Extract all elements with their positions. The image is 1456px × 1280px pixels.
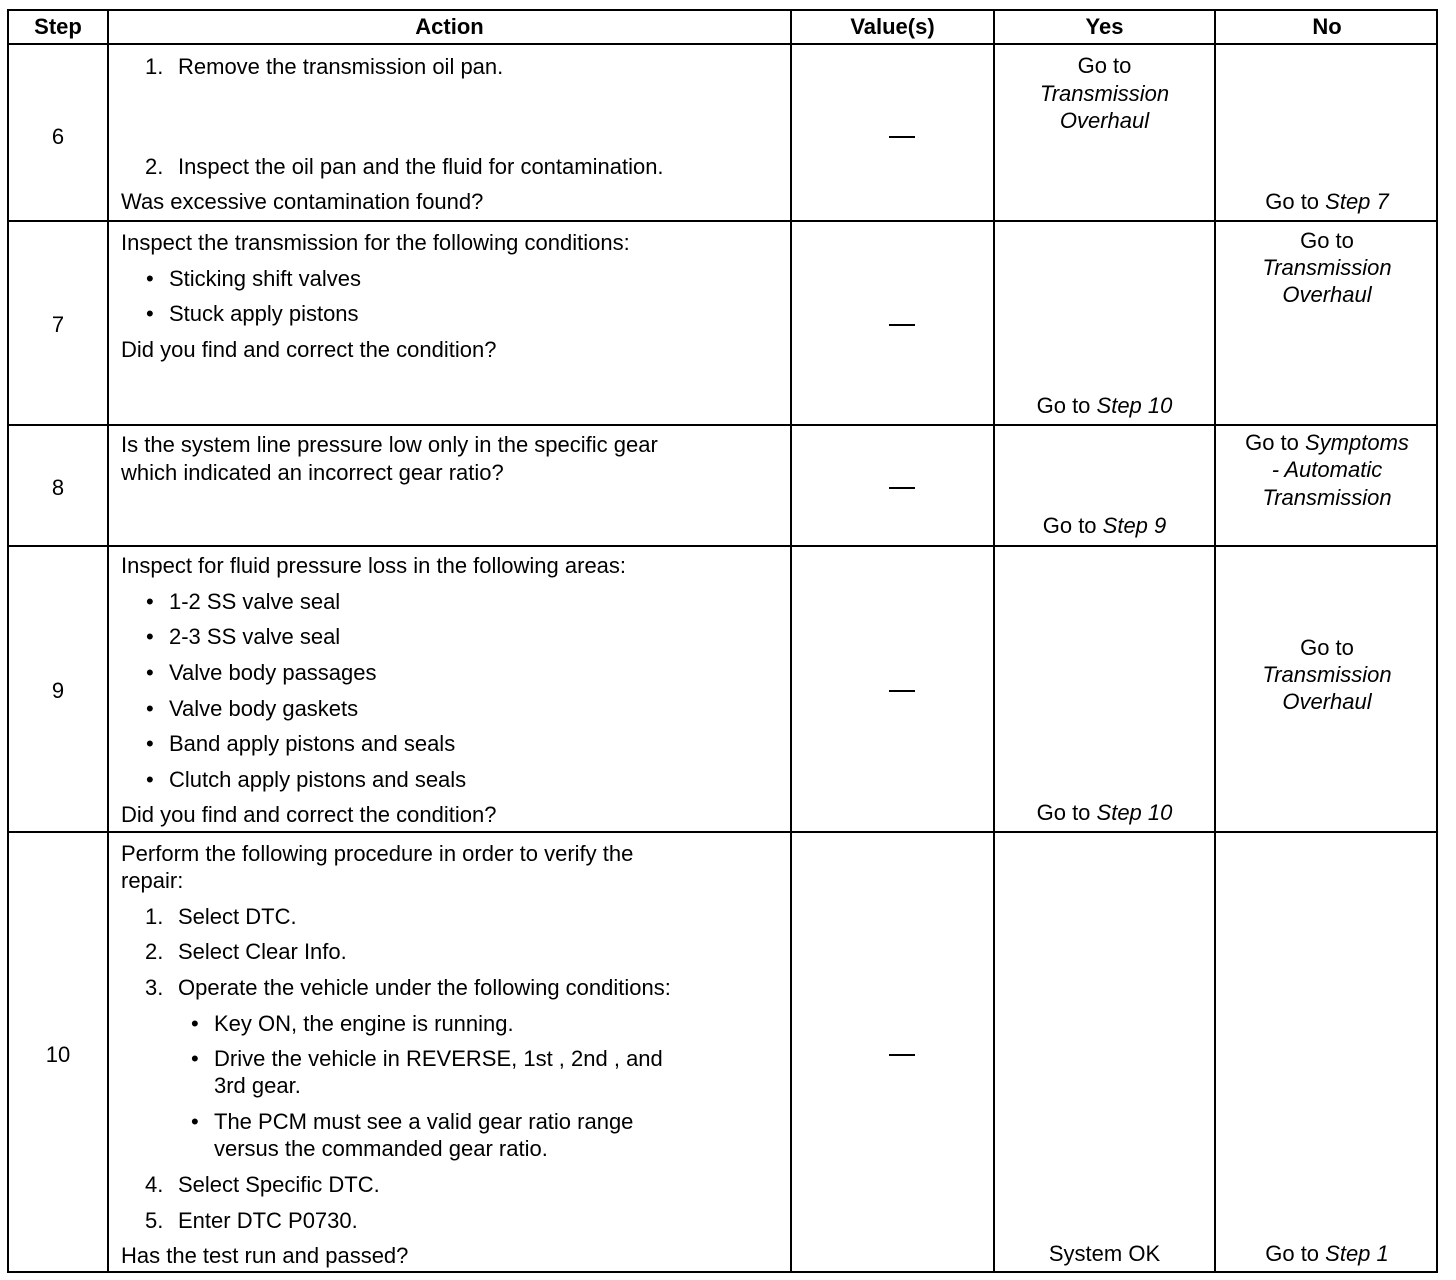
list-number: 3. (145, 975, 164, 1000)
bullet-icon: • (191, 1046, 199, 1071)
bullet-text: Valve body gaskets (169, 696, 359, 721)
no-link[interactable]: Step 7 (1325, 189, 1389, 214)
yes-cell-7 (995, 392, 1214, 420)
list-number: 2. (145, 939, 164, 964)
step-8: 8 (51, 475, 65, 500)
value-dash (889, 324, 915, 326)
action-line: Inspect the oil pan and the fluid for contamination. (178, 154, 664, 179)
col-divider (790, 11, 792, 1271)
no-link[interactable]: Transmission (1262, 255, 1392, 280)
procedure-step: Select DTC. (178, 904, 297, 929)
no-line (1216, 429, 1438, 457)
bullet-text: Band apply pistons and seals (169, 731, 456, 756)
procedure-step: Select Specific DTC. (178, 1172, 380, 1197)
value-dash (889, 690, 915, 692)
condition-text: Drive the vehicle in REVERSE, 1st , 2nd , and (214, 1046, 663, 1071)
yes-link[interactable]: Step 10 (1096, 393, 1173, 418)
bullet-text: Stuck apply pistons (169, 301, 359, 326)
action-question: Was excessive contamination found? (121, 189, 484, 214)
row-divider (9, 831, 1436, 833)
list-number: 1. (145, 54, 164, 79)
yes-link[interactable]: Transmission (1039, 81, 1170, 106)
list-number: 1. (145, 904, 164, 929)
bullet-text: 1-2 SS valve seal (169, 589, 341, 614)
no-link[interactable]: Transmission (1262, 485, 1392, 510)
no-link[interactable]: - Automatic (1271, 457, 1383, 482)
no-link[interactable]: Transmission (1262, 662, 1392, 687)
no-link[interactable]: Overhaul (1282, 689, 1372, 714)
yes-text: Go to (1042, 513, 1103, 538)
bullet-icon: • (146, 731, 154, 756)
condition-text: The PCM must see a valid gear ratio range (214, 1109, 634, 1134)
list-number: 2. (145, 154, 164, 179)
bullet-text: Clutch apply pistons and seals (169, 767, 467, 792)
no-link[interactable]: Symptoms (1305, 430, 1409, 455)
bullet-icon: • (146, 767, 154, 792)
yes-text: Go to (1036, 393, 1097, 418)
col-divider (993, 11, 995, 1271)
yes-link[interactable]: Overhaul (1059, 108, 1150, 133)
header-values: Value(s) (850, 14, 935, 39)
bullet-icon: • (146, 624, 154, 649)
action-question: Did you find and correct the condition? (121, 337, 497, 362)
bullet-text: Sticking shift valves (169, 266, 361, 291)
no-line: Go to (1300, 635, 1354, 660)
condition-text: 3rd gear. (214, 1073, 301, 1098)
action-intro: Inspect for fluid pressure loss in the following areas: (121, 553, 627, 578)
step-9: 9 (51, 678, 65, 703)
yes-line: Go to (1077, 53, 1132, 78)
procedure-step: Operate the vehicle under the following conditions: (178, 975, 671, 1000)
col-divider (107, 11, 109, 1271)
value-dash (889, 1054, 915, 1056)
diagnostic-table (7, 9, 1438, 1273)
action-line: Remove the transmission oil pan. (178, 54, 504, 79)
action-question: Did you find and correct the condition? (121, 802, 497, 827)
bullet-icon: • (146, 660, 154, 685)
yes-link[interactable]: Step 10 (1096, 800, 1173, 825)
step-6: 6 (51, 124, 65, 149)
procedure-step: Select Clear Info. (178, 939, 347, 964)
no-link[interactable]: Step 1 (1325, 1241, 1389, 1266)
step-10: 10 (45, 1042, 71, 1067)
header-step: Step (34, 14, 82, 39)
procedure-step: Enter DTC P0730. (178, 1208, 358, 1233)
no-text: Go to (1265, 189, 1326, 214)
no-cell-10 (1216, 1240, 1438, 1268)
yes-text: Go to (1036, 800, 1097, 825)
action-line: Is the system line pressure low only in the specific gear (121, 432, 658, 457)
list-number: 5. (145, 1208, 164, 1233)
no-text: Go to (1265, 1241, 1326, 1266)
no-link[interactable]: Overhaul (1282, 282, 1372, 307)
value-dash (889, 487, 915, 489)
bullet-icon: • (146, 589, 154, 614)
no-cell-6 (1216, 188, 1438, 216)
header-yes: Yes (1085, 14, 1124, 39)
condition-text: versus the commanded gear ratio. (214, 1136, 548, 1161)
row-divider (9, 545, 1436, 547)
action-line: which indicated an incorrect gear ratio? (121, 460, 504, 485)
no-text: Go to (1245, 430, 1305, 455)
action-intro: Perform the following procedure in order to verify the (121, 841, 634, 866)
yes-cell-9 (995, 799, 1214, 827)
value-dash (889, 136, 915, 138)
yes-link[interactable]: Step 9 (1102, 513, 1167, 538)
header-no: No (1312, 14, 1342, 39)
row-divider (9, 43, 1436, 45)
list-number: 4. (145, 1172, 164, 1197)
action-intro: repair: (121, 868, 184, 893)
bullet-text: Valve body passages (169, 660, 377, 685)
action-intro: Inspect the transmission for the following conditions: (121, 230, 630, 255)
row-divider (9, 424, 1436, 426)
bullet-icon: • (146, 266, 154, 291)
no-line: Go to (1300, 228, 1354, 253)
header-action: Action (415, 14, 484, 39)
action-question: Has the test run and passed? (121, 1243, 409, 1268)
step-7: 7 (51, 312, 65, 337)
bullet-icon: • (191, 1011, 199, 1036)
yes-text: System OK (1048, 1241, 1161, 1266)
condition-text: Key ON, the engine is running. (214, 1011, 514, 1036)
bullet-text: 2-3 SS valve seal (169, 624, 341, 649)
row-divider (9, 220, 1436, 222)
bullet-icon: • (146, 301, 154, 326)
bullet-icon: • (191, 1109, 199, 1134)
yes-cell-8 (995, 512, 1214, 540)
bullet-icon: • (146, 696, 154, 721)
